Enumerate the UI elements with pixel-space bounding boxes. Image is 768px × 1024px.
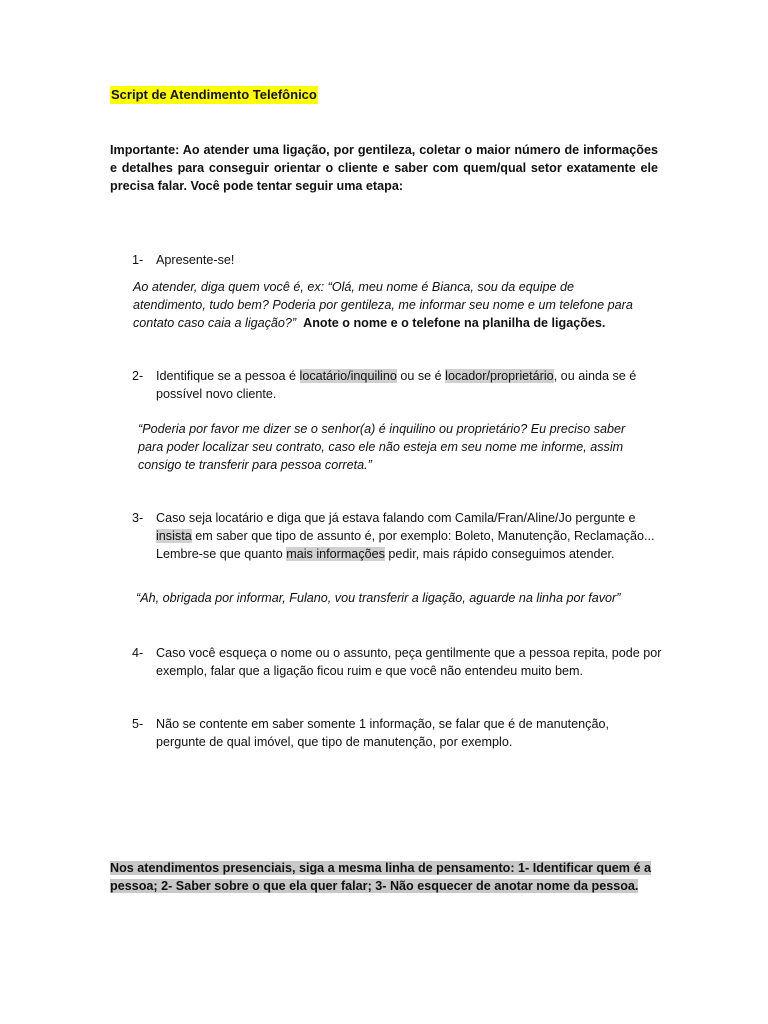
highlight-owner: locador/proprietário [445,369,554,383]
quote-text: Ao atender, diga quem você é, ex: “Olá, meu nome é Bianca, sou da equipe de atendimento, tudo bem? Poderia por gentileza, me informar seu nome e um telefone para contato caso caia a ligação?” [133,280,633,330]
step-text: Apresente-se! [156,253,235,267]
text-run: pedir, mais rápido conseguimos atender. [384,547,615,561]
highlight-insist: insista [156,529,192,543]
highlight-tenant: locatário/inquilino [299,369,397,383]
step-text: Não se contente em saber somente 1 informação, se falar que é de manutenção, pergunte de qual imóvel, que tipo de manutenção, por exemplo. [156,717,609,749]
step-number: 1- [132,253,144,267]
intro-paragraph: Importante: Ao atender uma ligação, por gentileza, coletar o maior número de informações e detalhes para conseguir orientar o cliente e saber com quem/qual setor exatamente ele precisa falar. Você pode tentar seguir uma etapa: [110,143,658,193]
step-text: Caso você esqueça o nome ou o assunto, peça gentilmente que a pessoa repita, pode por exemplo, falar que a ligação ficou ruim e que você não entendeu muito bem. [156,646,662,678]
step-number: 5- [132,717,144,731]
step-5 [132,715,662,751]
step-4 [132,644,662,680]
step-1-quote [133,278,643,332]
text-run: , ou ainda se é possível novo cliente. [156,369,637,401]
text-run: em saber que tipo de assunto é, por exemplo: Boleto, Manutenção, Reclamação... Lembre-se que quanto [156,529,655,561]
footer-text: Nos atendimentos presenciais, siga a mesma linha de pensamento: 1- Identificar quem é a pessoa; 2- Saber sobre o que ela quer falar; 3- Não esquecer de anotar nome da pessoa. [110,861,652,893]
quote-instruction: Anote o nome e o telefone na planilha de ligações. [303,316,606,330]
step-2 [132,367,664,403]
step-text [156,367,664,403]
step-3-quote: “Ah, obrigada por informar, Fulano, vou transferir a ligação, aguarde na linha por favor” [136,591,621,605]
highlight-more-info: mais informações [286,547,385,561]
text-run: Caso seja locatário e diga que já estava falando com Camila/Fran/Aline/Jo pergunte e [156,511,636,525]
step-number: 4- [132,646,144,660]
footer-note [110,859,655,895]
step-1 [132,251,662,269]
step-number: 2- [132,369,144,383]
text-run: Identifique se a pessoa é [156,369,300,383]
step-3 [132,509,664,563]
step-text [156,509,664,563]
step-2-quote: “Poderia por favor me dizer se o senhor(a) é inquilino ou proprietário? Eu preciso saber para poder localizar seu contrato, caso ele não esteja em seu nome me informe, assim consigo te transferir para pessoa correta.” [138,422,626,472]
text-run: ou se é [396,369,446,383]
step-number: 3- [132,511,144,525]
document-title: Script de Atendimento Telefônico [111,87,317,102]
